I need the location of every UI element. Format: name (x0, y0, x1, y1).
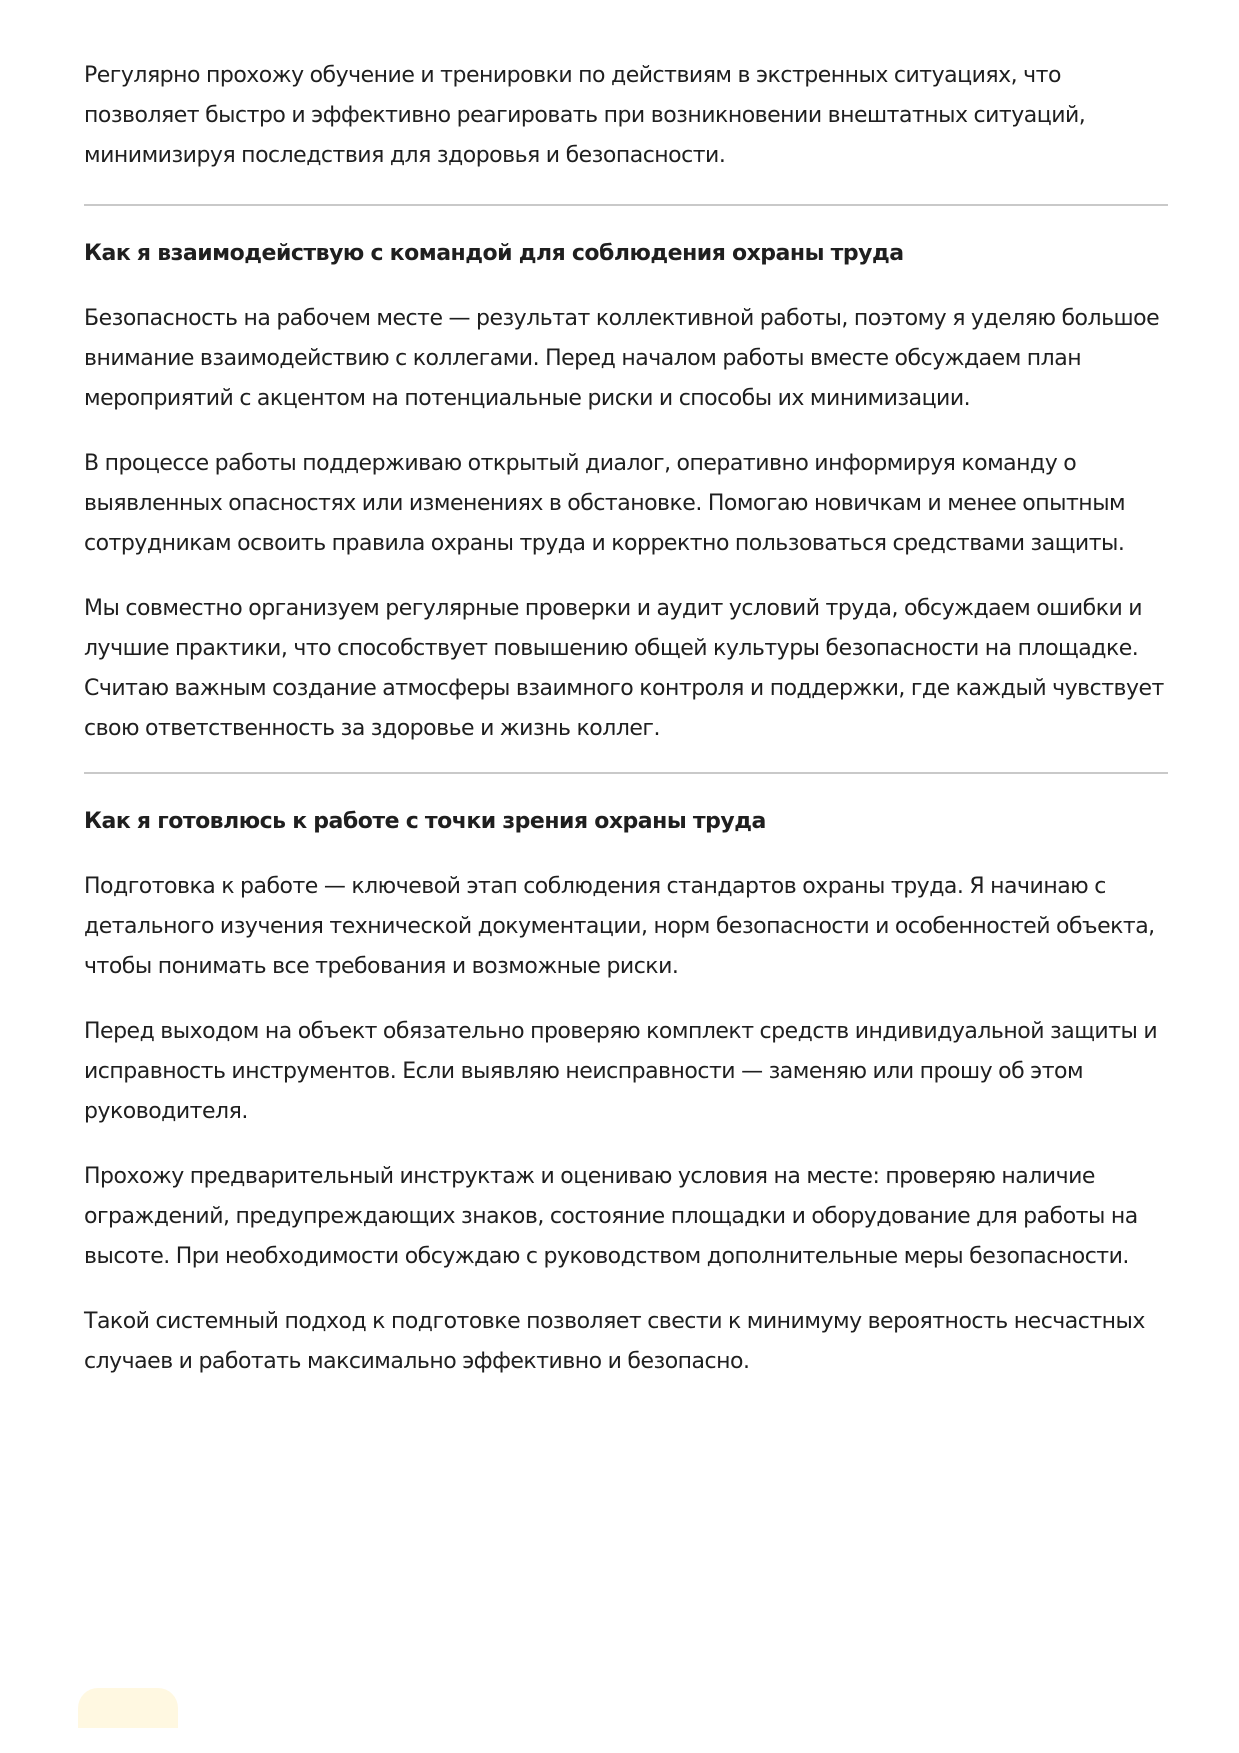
section-heading: Как я взаимодействую с командой для соблюдения охраны труда (84, 241, 904, 266)
section-divider (84, 204, 1168, 206)
section-paragraph: Такой системный подход к подготовке позволяет свести к минимуму вероятность несчастных случаев и работать максимально эффективно и безопасно. (84, 1309, 1145, 1374)
section-paragraph: Прохожу предварительный инструктаж и оцениваю условия на месте: проверяю наличие ограждений, предупреждающих знаков, состояние площадки и оборудование для работы на высоте. При необходимости обсуждаю с руководством дополнительные меры безопасности. (84, 1164, 1138, 1269)
section-paragraph: Мы совместно организуем регулярные проверки и аудит условий труда, обсуждаем ошибки и лучшие практики, что способствует повышению общей культуры безопасности на площадке. Считаю важным создание атмосферы взаимного контроля и поддержки, где каждый чувствует свою ответственность за здоровье и жизнь коллег. (84, 596, 1164, 741)
section-paragraph: Перед выходом на объект обязательно проверяю комплект средств индивидуальной защиты и исправность инструментов. Если выявляю неисправности — заменяю или прошу об этом руководителя. (84, 1019, 1158, 1124)
section-divider (84, 772, 1168, 774)
section-team-interaction (84, 234, 1168, 749)
document-page (84, 56, 1168, 1382)
section-paragraph: Безопасность на рабочем месте — результат коллективной работы, поэтому я уделяю большое внимание взаимодействию с коллегами. Перед началом работы вместе обсуждаем план мероприятий с акцентом на потенциальные риски и способы их минимизации. (84, 306, 1160, 411)
section-heading: Как я готовлюсь к работе с точки зрения охраны труда (84, 809, 766, 834)
intro-paragraph: Регулярно прохожу обучение и тренировки по действиям в экстренных ситуациях, что позволяет быстро и эффективно реагировать при возникновении внештатных ситуаций, минимизируя последствия для здоровья и безопасности. (84, 63, 1086, 168)
section-work-preparation (84, 802, 1168, 1382)
faded-corner-badge (78, 1688, 178, 1728)
section-paragraph: В процессе работы поддерживаю открытый диалог, оперативно информируя команду о выявленных опасностях или изменениях в обстановке. Помогаю новичкам и менее опытным сотрудникам освоить правила охраны труда и корректно пользоваться средствами защиты. (84, 451, 1126, 556)
section-paragraph: Подготовка к работе — ключевой этап соблюдения стандартов охраны труда. Я начинаю с детального изучения технической документации, норм безопасности и особенностей объекта, чтобы понимать все требования и возможные риски. (84, 874, 1155, 979)
